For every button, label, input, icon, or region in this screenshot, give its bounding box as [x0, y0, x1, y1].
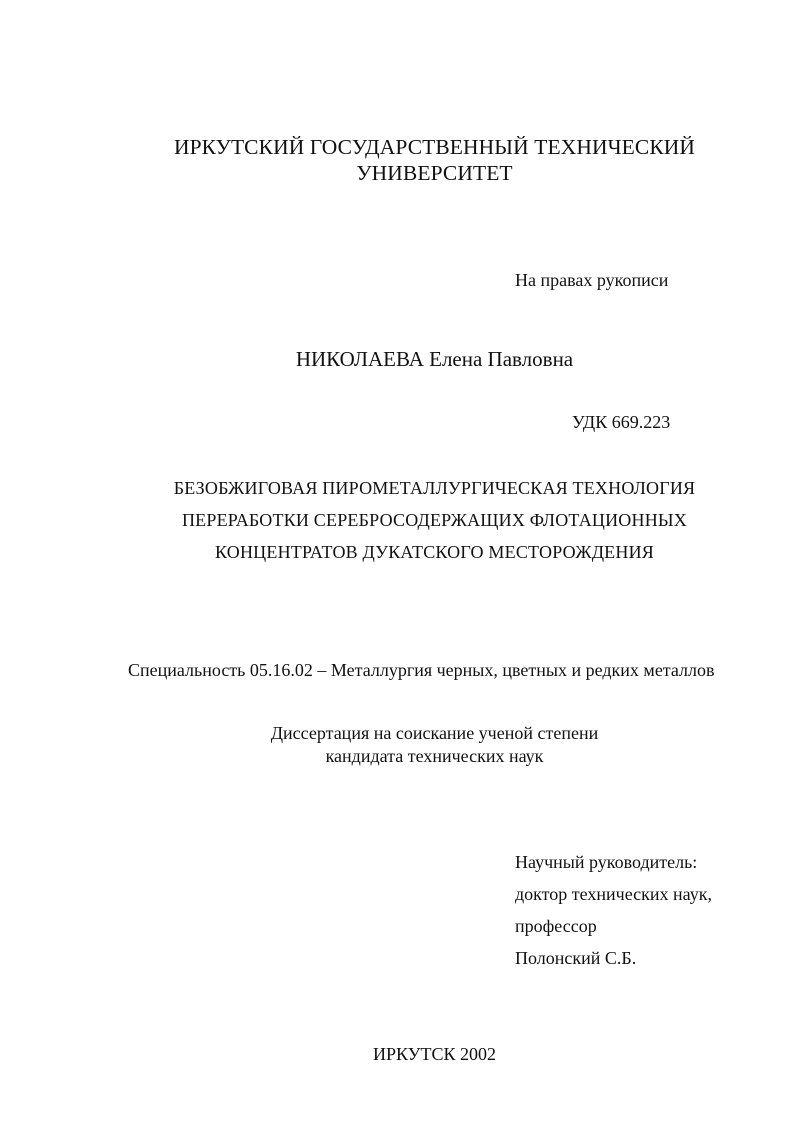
- thesis-title-line2: ПЕРЕРАБОТКИ СЕРЕБРОСОДЕРЖАЩИХ ФЛОТАЦИОННЫХ: [181, 510, 688, 530]
- manuscript-rights: На правах рукописи: [515, 270, 669, 290]
- city-year: ИРКУТСК 2002: [373, 1044, 496, 1064]
- supervisor-label: Научный руководитель:: [515, 852, 698, 872]
- specialty: Специальность 05.16.02 – Металлургия черных, цветных и редких металлов: [128, 660, 715, 680]
- university-name-line1: ИРКУТСКИЙ ГОСУДАРСТВЕННЫЙ ТЕХНИЧЕСКИЙ: [173, 135, 696, 159]
- thesis-title-line3: КОНЦЕНТРАТОВ ДУКАТСКОГО МЕСТОРОЖДЕНИЯ: [215, 542, 654, 562]
- author-name: НИКОЛАЕВА Елена Павловна: [295, 347, 574, 371]
- supervisor-title: профессор: [515, 916, 597, 936]
- supervisor-name: Полонский С.Б.: [515, 948, 637, 968]
- udc-code: УДК 669.223: [572, 412, 671, 432]
- university-name-line2: УНИВЕРСИТЕТ: [356, 161, 513, 185]
- supervisor-degree: доктор технических наук,: [515, 884, 712, 904]
- degree-line2: кандидата технических наук: [325, 746, 544, 766]
- thesis-title-line1: БЕЗОБЖИГОВАЯ ПИРОМЕТАЛЛУРГИЧЕСКАЯ ТЕХНОЛОГИЯ: [173, 478, 696, 498]
- degree-line1: Диссертация на соискание ученой степени: [270, 723, 599, 743]
